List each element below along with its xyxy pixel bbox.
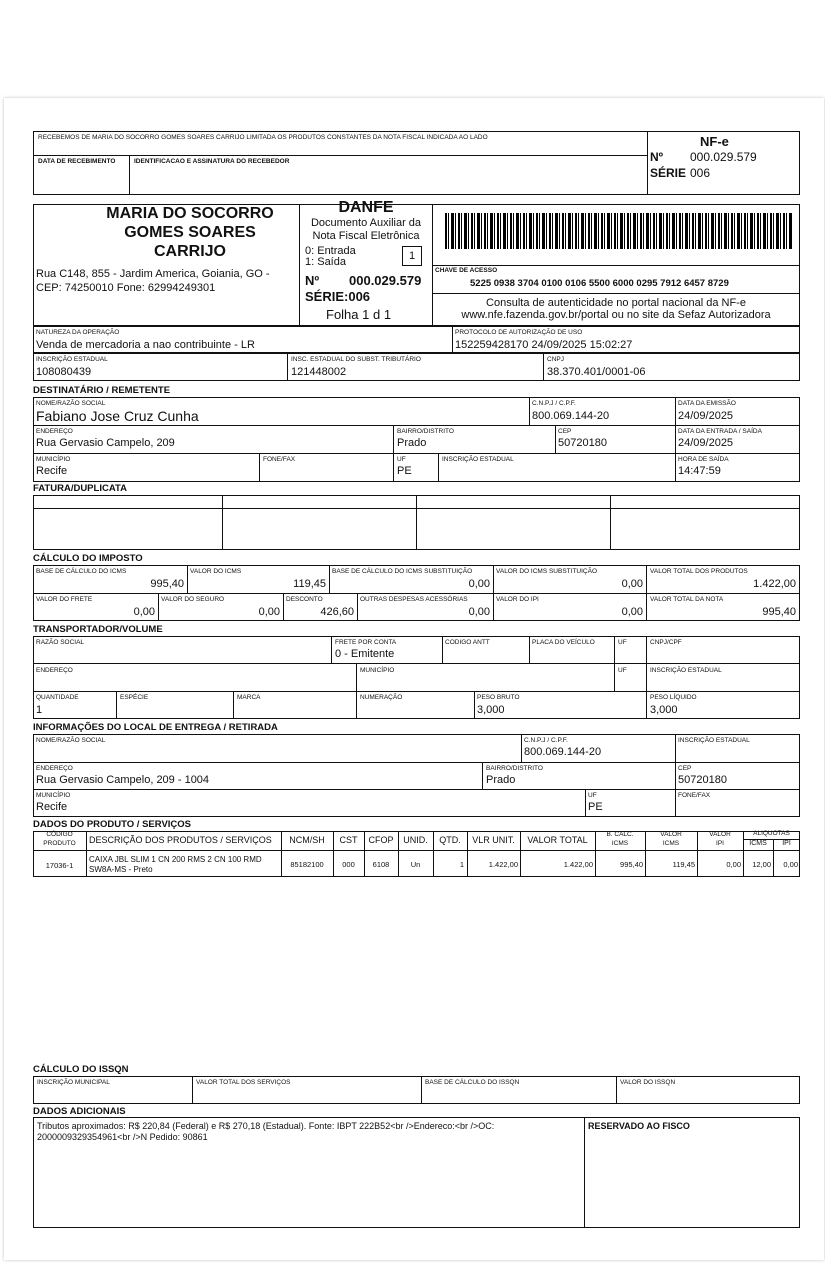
transp-marca-label: MARCA bbox=[237, 694, 261, 701]
natureza-value: Venda de mercadoria a nao contribuinte - LR bbox=[36, 339, 255, 351]
dest-entrada-label: DATA DA ENTRADA / SAÍDA bbox=[678, 428, 762, 435]
transp-antt-label: CODIGO ANTT bbox=[445, 639, 490, 646]
transp-razao-label: RAZÃO SOCIAL bbox=[36, 639, 85, 646]
entrega-uf-label: UF bbox=[588, 792, 597, 799]
divider bbox=[616, 1076, 617, 1104]
divider bbox=[432, 293, 800, 294]
divider bbox=[743, 831, 744, 877]
adicionais-section-title: DADOS ADICIONAIS bbox=[33, 1106, 126, 1117]
divider bbox=[33, 155, 647, 156]
divider bbox=[233, 691, 234, 719]
divider bbox=[432, 265, 800, 266]
base-icms-label: BASE DE CÁLCULO DO ICMS bbox=[36, 568, 127, 575]
frete-label: VALOR DO FRETE bbox=[36, 596, 93, 603]
transp-qtd: 1 bbox=[36, 704, 43, 716]
entrega-bairro: Prado bbox=[486, 774, 516, 786]
transp-endereco-label: ENDEREÇO bbox=[36, 667, 73, 674]
transp-cnpj-label: CNPJ/CPF bbox=[650, 639, 682, 646]
divider bbox=[129, 155, 130, 195]
col-vicms-1: VALOR bbox=[660, 831, 682, 838]
dest-cep: 50720180 bbox=[558, 437, 607, 449]
receipt-serie-label: SÉRIE bbox=[650, 166, 687, 180]
danfe-title: DANFE bbox=[338, 199, 394, 216]
entrega-name-label: NOME/RAZÃO SOCIAL bbox=[36, 737, 106, 744]
divider bbox=[610, 495, 611, 550]
divider bbox=[33, 425, 800, 426]
emitter-name-3: CARRIJO bbox=[153, 243, 226, 260]
row-codigo: 17036-1 bbox=[45, 861, 74, 870]
danfe-folha: Folha 1 d 1 bbox=[326, 307, 392, 322]
transp-qtd-label: QUANTIDADE bbox=[36, 694, 79, 701]
row-descricao-2: SW8A-MS - Preto bbox=[89, 865, 153, 874]
divider bbox=[86, 831, 87, 877]
danfe-serie: SÉRIE:006 bbox=[305, 289, 371, 304]
divider bbox=[614, 636, 615, 691]
fatura-section-title: FATURA/DUPLICATA bbox=[33, 483, 127, 494]
transp-frete-label: FRETE POR CONTA bbox=[335, 639, 397, 646]
col-vipi-2: IPI bbox=[716, 840, 724, 847]
divider bbox=[33, 762, 800, 763]
transp-bruto: 3,000 bbox=[477, 704, 505, 716]
nfe-title: NF-e bbox=[700, 134, 729, 149]
danfe-subtitle-1: Documento Auxiliar da bbox=[310, 217, 422, 229]
row-vlr-unit: 1.422,00 bbox=[488, 860, 518, 869]
col-descricao: DESCRIÇÃO DOS PRODUTOS / SERVIÇOS bbox=[89, 835, 272, 845]
transp-especie-label: ESPÉCIE bbox=[120, 694, 149, 701]
dest-entrada: 24/09/2025 bbox=[678, 437, 734, 449]
entrega-section-title: INFORMAÇÕES DO LOCAL DE ENTREGA / RETIRADA bbox=[33, 722, 278, 733]
transp-liquido: 3,000 bbox=[650, 704, 678, 716]
danfe-tipo: 1 bbox=[402, 246, 422, 266]
issqn-base-label: BASE DE CÁLCULO DO ISSQN bbox=[425, 1079, 520, 1086]
dest-ie-label: INSCRIÇÃO ESTADUAL bbox=[442, 456, 514, 463]
col-vlr-unit: VLR UNIT. bbox=[472, 835, 515, 845]
divider bbox=[474, 691, 475, 719]
emitter-address-2: CEP: 74250010 Fone: 62994249301 bbox=[36, 282, 216, 294]
adicionais-text-2: 2000009329354961<br />N Pedido: 90861 bbox=[37, 1132, 208, 1142]
dest-bairro-label: BAIRRO/DISTRITO bbox=[397, 428, 454, 435]
desconto: 426,60 bbox=[320, 606, 354, 618]
divider bbox=[329, 565, 330, 593]
base-st-label: BASE DE CÁLCULO DO ICMS SUBSTITUIÇÃO bbox=[332, 568, 473, 575]
receipt-number: 000.029.579 bbox=[690, 150, 757, 164]
divider bbox=[521, 734, 522, 762]
entrega-cep-label: CEP bbox=[678, 765, 692, 772]
entrega-uf: PE bbox=[588, 801, 603, 813]
danfe-number-label: Nº bbox=[305, 273, 320, 288]
emitter-address-1: Rua C148, 855 - Jardim America, Goiania, GO - bbox=[36, 268, 270, 280]
natureza-label: NATUREZA DA OPERAÇÃO bbox=[36, 329, 120, 336]
divider bbox=[357, 593, 358, 621]
row-descricao-1: CAIXA JBL SLIM 1 CN 200 RMS 2 CN 100 RMD bbox=[89, 855, 262, 864]
divider bbox=[331, 636, 332, 663]
entrega-municipio-label: MUNICÍPIO bbox=[36, 792, 71, 799]
divider bbox=[33, 453, 800, 454]
col-codigo-2: PRODUTO bbox=[43, 840, 76, 847]
transp-box bbox=[33, 636, 800, 719]
col-bcalc-2: ICMS bbox=[611, 840, 629, 847]
divider bbox=[33, 789, 800, 790]
entrega-ie-label: INSCRIÇÃO ESTADUAL bbox=[678, 737, 750, 744]
dest-emissao-label: DATA DA EMISSÃO bbox=[678, 400, 736, 407]
dest-hora-label: HORA DE SAÍDA bbox=[678, 456, 729, 463]
divider bbox=[116, 691, 117, 719]
row-aliq-icms: 12,00 bbox=[752, 860, 771, 869]
transp-frete: 0 - Emitente bbox=[335, 648, 395, 660]
divider bbox=[416, 495, 417, 550]
divider bbox=[33, 663, 800, 664]
transp-liquido-label: PESO LÍQUIDO bbox=[650, 694, 697, 701]
divider bbox=[585, 789, 586, 817]
divider bbox=[529, 636, 530, 663]
col-codigo-1: CÓDIGO bbox=[46, 831, 73, 838]
protocolo-value: 152259428170 24/09/2025 15:02:27 bbox=[455, 339, 633, 351]
divider bbox=[356, 663, 357, 719]
divider bbox=[187, 565, 188, 593]
dest-cnpj-label: C.N.P.J / C.P.F. bbox=[532, 400, 576, 407]
seguro-label: VALOR DO SEGURO bbox=[161, 596, 225, 603]
dest-name-label: NOME/RAZÃO SOCIAL bbox=[36, 400, 106, 407]
divider bbox=[646, 636, 647, 719]
issqn-im-label: INSCRIÇÃO MUNICIPAL bbox=[37, 1079, 110, 1086]
seguro: 0,00 bbox=[258, 606, 280, 618]
row-aliq-ipi: 0,00 bbox=[783, 860, 798, 869]
row-cfop: 6108 bbox=[372, 860, 390, 869]
transp-numeracao-label: NUMERAÇÃO bbox=[360, 694, 403, 701]
valor-st-label: VALOR DO ICMS SUBSTITUIÇÃO bbox=[496, 568, 598, 575]
total-prod: 1.422,00 bbox=[753, 578, 796, 590]
col-vlr-total: VALOR TOTAL bbox=[527, 835, 588, 845]
issqn-section-title: CÁLCULO DO ISSQN bbox=[33, 1064, 129, 1075]
dest-endereco: Rua Gervasio Campelo, 209 bbox=[36, 437, 175, 449]
dest-uf-label: UF bbox=[397, 456, 406, 463]
col-unid: UNID. bbox=[403, 835, 428, 845]
dest-hora: 14:47:59 bbox=[678, 465, 721, 477]
divider bbox=[158, 593, 159, 621]
divider bbox=[259, 453, 260, 482]
row-qtd: 1 bbox=[459, 860, 464, 869]
ipi-label: VALOR DO IPI bbox=[496, 596, 539, 603]
danfe-subtitle-2: Nota Fiscal Eletrônica bbox=[312, 230, 420, 242]
divider bbox=[675, 397, 676, 482]
entrega-fone-label: FONE/FAX bbox=[678, 792, 711, 799]
ie-st-value: 121448002 bbox=[291, 366, 347, 378]
col-aliquotas: ALIQUOTAS bbox=[753, 830, 790, 837]
transp-ie-label: INSCRIÇÃO ESTADUAL bbox=[650, 667, 722, 674]
outras: 0,00 bbox=[468, 606, 490, 618]
dest-emissao: 24/09/2025 bbox=[678, 410, 734, 422]
row-bcalc: 995,40 bbox=[620, 860, 643, 869]
divider bbox=[222, 495, 223, 550]
divider bbox=[675, 734, 676, 817]
desconto-label: DESCONTO bbox=[286, 596, 323, 603]
frete: 0,00 bbox=[133, 606, 155, 618]
issqn-valor-label: VALOR DO ISSQN bbox=[620, 1079, 676, 1086]
divider bbox=[529, 397, 530, 425]
divider bbox=[283, 593, 284, 621]
row-vlr-total: 1.422,00 bbox=[563, 860, 593, 869]
receipt-number-label: Nº bbox=[650, 150, 664, 164]
transp-section-title: TRANSPORTADOR/VOLUME bbox=[33, 624, 163, 635]
outras-label: OUTRAS DESPESAS ACESSÓRIAS bbox=[360, 596, 468, 603]
col-aliq-ipi: IPI bbox=[782, 840, 791, 847]
ipi: 0,00 bbox=[621, 606, 643, 618]
row-ncm: 85182100 bbox=[290, 860, 324, 869]
dest-municipio: Recife bbox=[36, 465, 68, 477]
consulta-line-1: Consulta de autenticidade no portal nacional da NF-e bbox=[486, 297, 746, 309]
issqn-box bbox=[33, 1076, 800, 1104]
divider bbox=[584, 1117, 585, 1228]
divider bbox=[493, 565, 494, 621]
ie-st-label: INSC. ESTADUAL DO SUBST. TRIBUTÁRIO bbox=[291, 356, 421, 363]
col-cfop: CFOP bbox=[368, 835, 394, 845]
col-cst: CST bbox=[339, 835, 358, 845]
col-ncm: NCM/SH bbox=[289, 835, 325, 845]
divider bbox=[555, 425, 556, 453]
ie-label: INSCRIÇÃO ESTADUAL bbox=[36, 356, 108, 363]
dest-name: Fabiano Jose Cruz Cunha bbox=[36, 408, 199, 424]
divider bbox=[438, 453, 439, 482]
adicionais-text-1: Tributos aproximados: R$ 220,84 (Federal) e R$ 270,18 (Estadual). Fonte: IBPT 222B52<br />Endereco:<br />OC: bbox=[37, 1121, 495, 1131]
divider bbox=[421, 1076, 422, 1104]
col-aliq-icms: ICMS bbox=[749, 840, 767, 847]
col-vipi-1: VALOR bbox=[709, 831, 731, 838]
cnpj-value: 38.370.401/0001-06 bbox=[547, 366, 646, 378]
divider bbox=[33, 593, 800, 594]
divider bbox=[393, 425, 394, 482]
imposto-section-title: CÁLCULO DO IMPOSTO bbox=[33, 553, 143, 564]
dest-uf: PE bbox=[397, 465, 412, 477]
protocolo-label: PROTOCOLO DE AUTORIZAÇÃO DE USO bbox=[455, 329, 583, 336]
divider bbox=[33, 850, 800, 851]
transp-municipio-label: MUNICÍPIO bbox=[360, 667, 395, 674]
divider bbox=[543, 353, 544, 381]
divider bbox=[442, 636, 443, 663]
total-prod-label: VALOR TOTAL DOS PRODUTOS bbox=[650, 568, 748, 575]
row-vipi: 0,00 bbox=[726, 860, 741, 869]
access-key: 5225 0938 3704 0100 0106 5500 6000 0295 7912 6457 8729 bbox=[470, 278, 729, 289]
divider bbox=[33, 691, 800, 692]
divider bbox=[482, 762, 483, 789]
produtos-section-title: DADOS DO PRODUTO / SERVIÇOS bbox=[33, 819, 192, 830]
emitter-name-2: GOMES SOARES bbox=[124, 224, 256, 241]
divider bbox=[646, 565, 647, 621]
transp-uf2-label: UF bbox=[618, 667, 627, 674]
receipt-text: RECEBEMOS DE MARIA DO SOCORRO GOMES SOARES CARRIJO LIMITADA OS PRODUTOS CONSTANTES DA NOTA FISCAL INDICADA AO LADO bbox=[38, 134, 488, 141]
dest-fone-label: FONE/FAX bbox=[263, 456, 296, 463]
receipt-date-label: DATA DE RECEBIMENTO bbox=[38, 158, 116, 165]
row-cst: 000 bbox=[342, 860, 355, 869]
dest-section-title: DESTINATÁRIO / REMETENTE bbox=[33, 385, 171, 396]
base-st: 0,00 bbox=[468, 578, 490, 590]
barcode bbox=[445, 213, 792, 249]
col-qtd: QTD. bbox=[439, 835, 461, 845]
entrega-cep: 50720180 bbox=[678, 774, 727, 786]
dest-municipio-label: MUNICÍPIO bbox=[36, 456, 71, 463]
row-vicms: 119,45 bbox=[672, 860, 695, 869]
divider bbox=[192, 1076, 193, 1104]
danfe-saida: 1: Saída bbox=[305, 256, 346, 268]
divider bbox=[647, 131, 648, 195]
transp-uf-label: UF bbox=[618, 639, 627, 646]
col-bcalc-1: B. CALC. bbox=[606, 831, 634, 838]
base-icms: 995,40 bbox=[150, 578, 184, 590]
consulta-line-2: www.nfe.fazenda.gov.br/portal ou no site da Sefaz Autorizadora bbox=[461, 309, 771, 321]
danfe-entrada: 0: Entrada bbox=[305, 245, 356, 257]
dest-cep-label: CEP bbox=[558, 428, 572, 435]
total-nota-label: VALOR TOTAL DA NOTA bbox=[650, 596, 724, 603]
entrega-endereco-label: ENDEREÇO bbox=[36, 765, 73, 772]
row-unid: Un bbox=[410, 860, 421, 869]
access-key-label: CHAVE DE ACESSO bbox=[435, 267, 498, 274]
emitter-name-1: MARIA DO SOCORRO bbox=[106, 205, 274, 222]
transp-placa-label: PLACA DO VEÍCULO bbox=[532, 639, 595, 646]
cnpj-label: CNPJ bbox=[547, 356, 564, 363]
danfe-number: 000.029.579 bbox=[349, 273, 422, 288]
dest-cnpj: 800.069.144-20 bbox=[532, 410, 610, 422]
entrega-municipio: Recife bbox=[36, 801, 68, 813]
dest-bairro: Prado bbox=[397, 437, 427, 449]
background-top bbox=[0, 0, 825, 98]
transp-bruto-label: PESO BRUTO bbox=[477, 694, 520, 701]
entrega-cnpj: 800.069.144-20 bbox=[524, 746, 602, 758]
valor-st: 0,00 bbox=[621, 578, 643, 590]
divider bbox=[287, 353, 288, 381]
divider bbox=[452, 326, 453, 353]
fisco-label: RESERVADO AO FISCO bbox=[588, 1121, 690, 1131]
valor-icms: 119,45 bbox=[293, 578, 326, 590]
entrega-endereco: Rua Gervasio Campelo, 209 - 1004 bbox=[36, 774, 210, 786]
entrega-cnpj-label: C.N.P.J / C.P.F. bbox=[524, 737, 568, 744]
receipt-serie: 006 bbox=[690, 166, 711, 180]
dest-endereco-label: ENDEREÇO bbox=[36, 428, 73, 435]
total-nota: 995,40 bbox=[762, 606, 796, 618]
entrega-bairro-label: BAIRRO/DISTRITO bbox=[486, 765, 543, 772]
ie-value: 108080439 bbox=[36, 366, 92, 378]
col-vicms-2: ICMS bbox=[662, 840, 680, 847]
issqn-servicos-label: VALOR TOTAL DOS SERVIÇOS bbox=[196, 1079, 291, 1086]
receipt-sign-label: IDENTIFICACAO E ASSINATURA DO RECEBEDOR bbox=[134, 158, 290, 165]
valor-icms-label: VALOR DO ICMS bbox=[190, 568, 242, 575]
